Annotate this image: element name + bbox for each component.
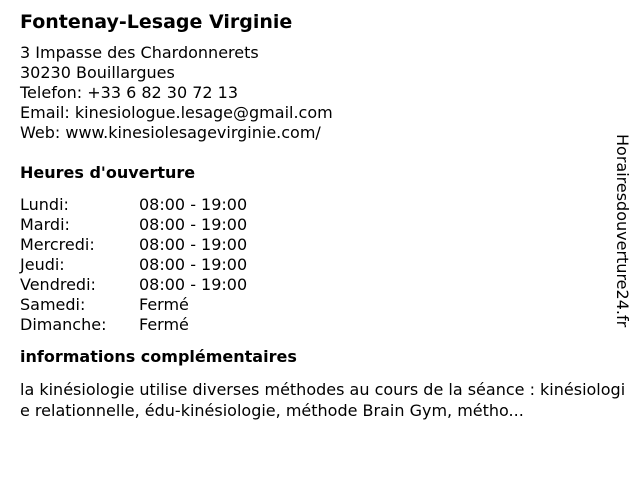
hours-row: [20, 315, 247, 335]
site-watermark: Horairesdouverture24.fr: [613, 134, 632, 328]
hours-day: Vendredi:: [20, 275, 96, 294]
website-link[interactable]: Web: www.kinesiolesagevirginie.com/: [20, 123, 321, 142]
hours-row: [20, 215, 247, 235]
hours-day: Dimanche:: [20, 315, 107, 334]
hours-time: Fermé: [139, 295, 189, 314]
hours-row: [20, 295, 247, 315]
hours-day: Mercredi:: [20, 235, 95, 254]
opening-hours-heading: Heures d'ouverture: [20, 163, 196, 182]
hours-day: Lundi:: [20, 195, 69, 214]
hours-time: Fermé: [139, 315, 189, 334]
hours-day: Jeudi:: [20, 255, 65, 274]
hours-time: 08:00 - 19:00: [139, 215, 248, 234]
street-address: 3 Impasse des Chardonnerets: [20, 43, 259, 62]
email-address[interactable]: Email: kinesiologue.lesage@gmail.com: [20, 103, 333, 122]
hours-time: 08:00 - 19:00: [139, 235, 248, 254]
hours-day: Samedi:: [20, 295, 86, 314]
hours-row: [20, 275, 247, 295]
hours-time: 08:00 - 19:00: [139, 195, 248, 214]
opening-hours-table: [20, 195, 247, 335]
business-name: Fontenay-Lesage Virginie: [20, 11, 293, 33]
hours-row: [20, 255, 247, 275]
hours-time: 08:00 - 19:00: [139, 255, 248, 274]
city-address: 30230 Bouillargues: [20, 63, 175, 82]
phone-number[interactable]: Telefon: +33 6 82 30 72 13: [20, 83, 239, 102]
hours-row: [20, 235, 247, 255]
additional-info-text: la kinésiologie utilise diverses méthodes au cours de la séance : kinésiologie relationnelle, édu-kinésiologie, méthode Brain Gym, métho...: [20, 380, 626, 420]
contact-block: [20, 43, 620, 143]
additional-info-heading: informations complémentaires: [20, 347, 297, 366]
hours-row: [20, 195, 247, 215]
hours-day: Mardi:: [20, 215, 70, 234]
hours-time: 08:00 - 19:00: [139, 275, 248, 294]
